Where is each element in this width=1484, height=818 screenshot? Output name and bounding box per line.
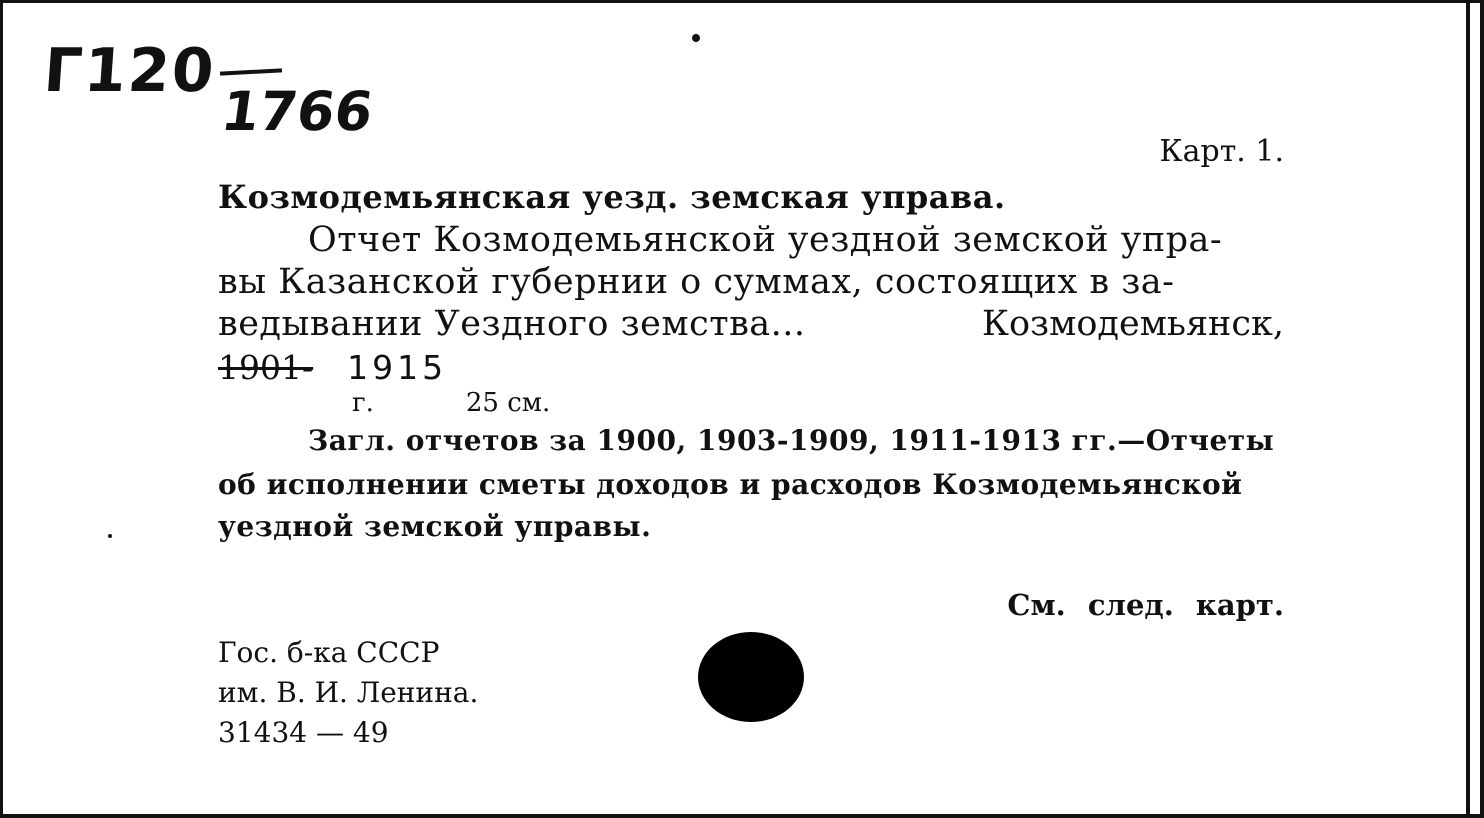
year-abbrev: г.: [352, 388, 374, 418]
year-size-line: [352, 388, 550, 418]
heading-author: Козмодемьянская уезд. земская управа.: [218, 178, 1006, 216]
publication-place: Козмодемьянск,: [981, 304, 1284, 344]
call-number-bottom: 1766: [217, 80, 377, 143]
speck: [692, 34, 700, 42]
library-line-1: Гос. б-ка СССР: [218, 636, 440, 669]
note-line-2: об исполнении сметы доходов и расходов Козмодемьянской: [218, 468, 1243, 501]
title-line-3: ведывании Уездного земства...: [218, 304, 806, 344]
years-struck: 1901-: [218, 348, 314, 387]
title-line-1: Отчет Козмодемьянской уездной земской упра-: [308, 220, 1223, 260]
size: 25 см.: [465, 388, 551, 418]
speck: [108, 534, 112, 538]
title-line-2: вы Казанской губернии о суммах, состоящих в за-: [218, 262, 1175, 302]
library-line-2: им. В. И. Ленина.: [218, 676, 479, 709]
note-line-1: Загл. отчетов за 1900, 1903-1909, 1911-1913 гг.—Отчеты: [308, 424, 1275, 457]
note-line-3: уездной земской управы.: [218, 510, 652, 543]
card-number: Карт. 1.: [1159, 134, 1284, 169]
publication-years: [218, 348, 447, 387]
see-next-card: См. след. карт.: [1007, 588, 1284, 622]
call-number-top: Г120: [41, 36, 218, 106]
card-edge-line: [1466, 0, 1470, 818]
library-line-3: 31434 — 49: [218, 716, 389, 749]
punch-hole: [698, 632, 804, 722]
years-handwritten: 1915: [347, 348, 448, 387]
